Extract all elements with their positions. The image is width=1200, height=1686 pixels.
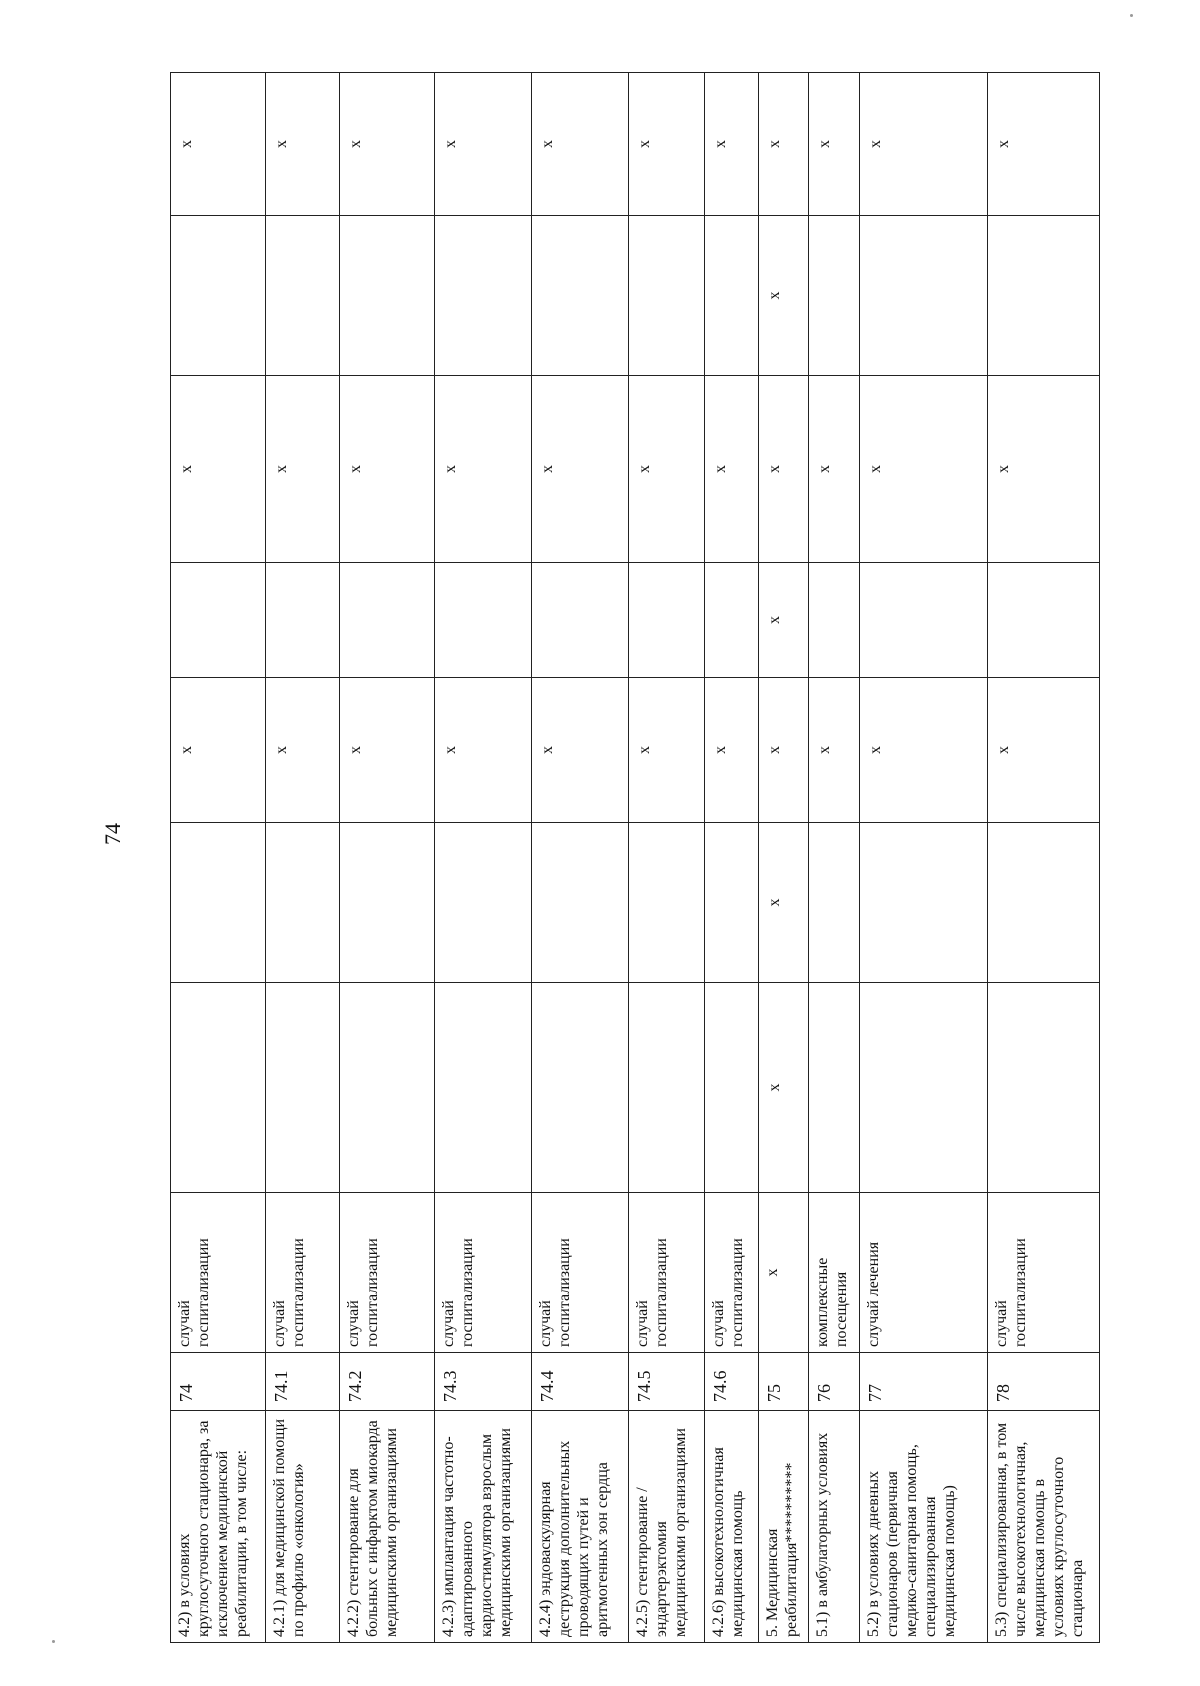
value-cell-c3: x xyxy=(809,678,860,823)
value-cell-c6 xyxy=(531,216,628,376)
row-number: 74.6 xyxy=(704,1353,758,1411)
table-row xyxy=(704,73,758,1643)
value-cell-c2 xyxy=(171,823,266,983)
row-unit: случай госпитализации xyxy=(266,1193,339,1353)
value-cell-c5: x xyxy=(860,376,987,563)
value-cell-c4 xyxy=(860,563,987,678)
rotated-table-container xyxy=(170,73,1100,1643)
data-table xyxy=(170,72,1100,1643)
table-body xyxy=(171,73,1100,1643)
value-cell-c1 xyxy=(531,983,628,1193)
row-label: 4.2.3) имплантация частотно-адаптированного кардиостимулятора взрослым медицинскими организациями xyxy=(434,1411,531,1643)
value-cell-c5: x xyxy=(434,376,531,563)
table-row xyxy=(628,73,704,1643)
row-unit: x xyxy=(758,1193,809,1353)
row-unit: случай госпитализации xyxy=(987,1193,1099,1353)
row-number: 78 xyxy=(987,1353,1099,1411)
value-cell-c4 xyxy=(339,563,434,678)
row-number: 76 xyxy=(809,1353,860,1411)
value-cell-c7: x xyxy=(628,73,704,216)
value-cell-c4 xyxy=(704,563,758,678)
table-row xyxy=(434,73,531,1643)
row-unit: случай госпитализации xyxy=(531,1193,628,1353)
row-label: 4.2.1) для медицинской помощи по профилю «онкология» xyxy=(266,1411,339,1643)
value-cell-c2 xyxy=(704,823,758,983)
table-row xyxy=(987,73,1099,1643)
value-cell-c6 xyxy=(266,216,339,376)
table-row xyxy=(266,73,339,1643)
value-cell-c1 xyxy=(171,983,266,1193)
value-cell-c2 xyxy=(339,823,434,983)
value-cell-c3: x xyxy=(266,678,339,823)
value-cell-c6 xyxy=(434,216,531,376)
value-cell-c6 xyxy=(171,216,266,376)
value-cell-c2 xyxy=(628,823,704,983)
value-cell-c2 xyxy=(531,823,628,983)
value-cell-c2 xyxy=(434,823,531,983)
row-unit: случай госпитализации xyxy=(434,1193,531,1353)
row-label: 5. Медицинская реабилитация********** xyxy=(758,1411,809,1643)
value-cell-c3: x xyxy=(987,678,1099,823)
value-cell-c2: x xyxy=(758,823,809,983)
row-number: 74.2 xyxy=(339,1353,434,1411)
value-cell-c4: x xyxy=(758,563,809,678)
value-cell-c4 xyxy=(531,563,628,678)
value-cell-c1: x xyxy=(758,983,809,1193)
value-cell-c1 xyxy=(628,983,704,1193)
value-cell-c2 xyxy=(809,823,860,983)
row-label: 4.2.6) высокотехнологичная медицинская помощь xyxy=(704,1411,758,1643)
value-cell-c4 xyxy=(628,563,704,678)
table-row xyxy=(758,73,809,1643)
scan-artifact-dot xyxy=(52,1640,55,1643)
value-cell-c3: x xyxy=(434,678,531,823)
value-cell-c3: x xyxy=(704,678,758,823)
value-cell-c1 xyxy=(704,983,758,1193)
page-number: 74 xyxy=(100,823,125,845)
row-label: 4.2) в условиях круглосуточного стационара, за исключением медицинской реабилитации, в том числе: xyxy=(171,1411,266,1643)
value-cell-c6 xyxy=(628,216,704,376)
value-cell-c7: x xyxy=(704,73,758,216)
value-cell-c4 xyxy=(266,563,339,678)
value-cell-c5: x xyxy=(704,376,758,563)
value-cell-c1 xyxy=(266,983,339,1193)
value-cell-c3: x xyxy=(339,678,434,823)
scan-artifact-dot xyxy=(1130,14,1133,17)
value-cell-c2 xyxy=(860,823,987,983)
row-label: 5.2) в условиях дневных стационаров (первичная медико-санитарная помощь, специализированная медицинская помощь) xyxy=(860,1411,987,1643)
row-unit: случай госпитализации xyxy=(339,1193,434,1353)
row-unit: случай лечения xyxy=(860,1193,987,1353)
value-cell-c7: x xyxy=(171,73,266,216)
value-cell-c4 xyxy=(171,563,266,678)
row-number: 74 xyxy=(171,1353,266,1411)
value-cell-c2 xyxy=(266,823,339,983)
value-cell-c7: x xyxy=(266,73,339,216)
value-cell-c4 xyxy=(809,563,860,678)
row-unit: случай госпитализации xyxy=(628,1193,704,1353)
value-cell-c1 xyxy=(860,983,987,1193)
value-cell-c1 xyxy=(339,983,434,1193)
table-row xyxy=(809,73,860,1643)
value-cell-c7: x xyxy=(434,73,531,216)
value-cell-c7: x xyxy=(860,73,987,216)
row-unit: комплексные посещения xyxy=(809,1193,860,1353)
value-cell-c3: x xyxy=(171,678,266,823)
value-cell-c3: x xyxy=(628,678,704,823)
value-cell-c6 xyxy=(704,216,758,376)
value-cell-c7: x xyxy=(758,73,809,216)
row-label: 4.2.2) стентирование для больных с инфарктом миокарда медицинскими организациями xyxy=(339,1411,434,1643)
value-cell-c2 xyxy=(987,823,1099,983)
value-cell-c7: x xyxy=(531,73,628,216)
row-label: 4.2.5) стентирование / эндартерэктомия медицинскими организациями xyxy=(628,1411,704,1643)
row-unit: случай госпитализации xyxy=(704,1193,758,1353)
value-cell-c3: x xyxy=(758,678,809,823)
value-cell-c3: x xyxy=(531,678,628,823)
value-cell-c7: x xyxy=(987,73,1099,216)
value-cell-c6 xyxy=(809,216,860,376)
value-cell-c4 xyxy=(434,563,531,678)
row-unit: случай госпитализации xyxy=(171,1193,266,1353)
table-row xyxy=(171,73,266,1643)
table-row xyxy=(531,73,628,1643)
value-cell-c6 xyxy=(987,216,1099,376)
row-number: 74.3 xyxy=(434,1353,531,1411)
value-cell-c5: x xyxy=(987,376,1099,563)
row-number: 75 xyxy=(758,1353,809,1411)
value-cell-c5: x xyxy=(758,376,809,563)
row-number: 74.1 xyxy=(266,1353,339,1411)
row-label: 5.3) специализированная, в том числе высокотехнологичная, медицинская помощь в условиях круглосуточного стационара xyxy=(987,1411,1099,1643)
value-cell-c1 xyxy=(434,983,531,1193)
value-cell-c5: x xyxy=(171,376,266,563)
value-cell-c7: x xyxy=(809,73,860,216)
row-label: 4.2.4) эндоваскулярная деструкция дополнительных проводящих путей и аритмогенных зон сердца xyxy=(531,1411,628,1643)
row-number: 74.4 xyxy=(531,1353,628,1411)
value-cell-c6 xyxy=(339,216,434,376)
value-cell-c7: x xyxy=(339,73,434,216)
value-cell-c1 xyxy=(809,983,860,1193)
table-row xyxy=(339,73,434,1643)
value-cell-c1 xyxy=(987,983,1099,1193)
value-cell-c5: x xyxy=(628,376,704,563)
value-cell-c6: x xyxy=(758,216,809,376)
row-number: 77 xyxy=(860,1353,987,1411)
row-number: 74.5 xyxy=(628,1353,704,1411)
value-cell-c5: x xyxy=(531,376,628,563)
value-cell-c5: x xyxy=(266,376,339,563)
value-cell-c4 xyxy=(987,563,1099,678)
value-cell-c3: x xyxy=(860,678,987,823)
value-cell-c6 xyxy=(860,216,987,376)
value-cell-c5: x xyxy=(809,376,860,563)
table-row xyxy=(860,73,987,1643)
row-label: 5.1) в амбулаторных условиях xyxy=(809,1411,860,1643)
value-cell-c5: x xyxy=(339,376,434,563)
